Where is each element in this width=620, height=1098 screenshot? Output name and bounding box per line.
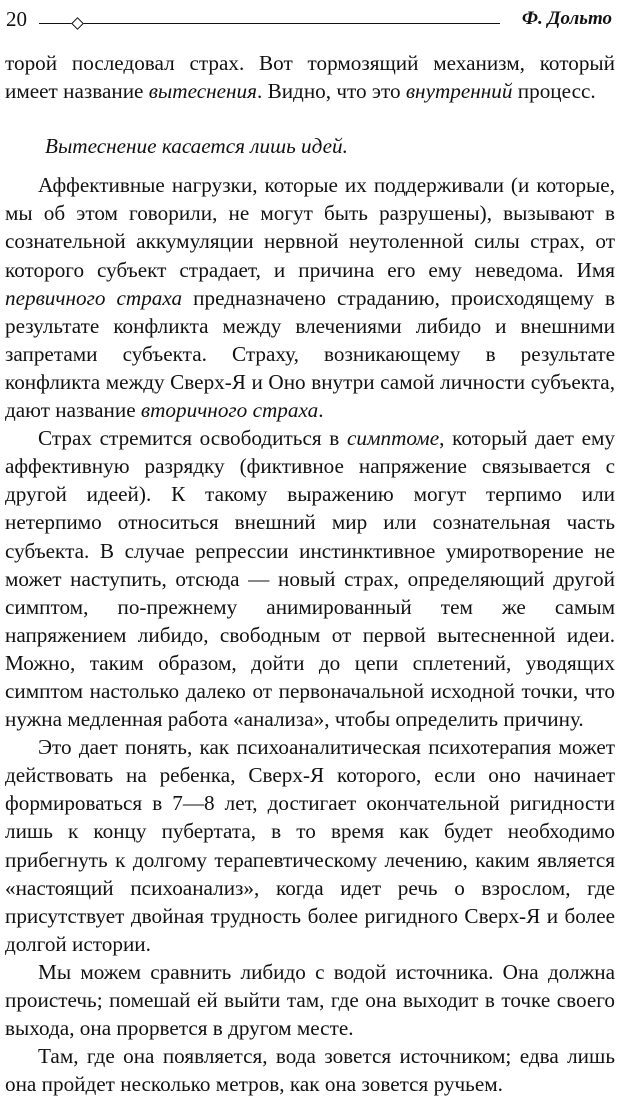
body-text: [5, 49, 615, 1098]
page-number: 20: [6, 7, 27, 31]
section-heading: Вытеснение касается лишь идей.: [45, 134, 348, 159]
text-run: , который дает ему аффективную разрядку (фиктивное напряжение связывается с другой идеей). К такому выражению могут терпимо или нетерпимо относиться внешний мир или сознательная часть субъекта. В случае репрессии инстинктивное умиротворение не может наступить, отсюда — новый страх, определяющий другой симптом, по-прежнему анимированный тем же самым напряжением либидо, свободным от первой вытесненной идеи. Можно, таким образом, дойти до цепи сплетений, уводящих симптом настолько далеко от первоначальной исходной точки, что нужна медленная работа «анализа», чтобы определить причину.: [5, 426, 616, 732]
paragraph: [5, 1042, 615, 1098]
text-run: Страх стремится освободиться в: [38, 426, 347, 451]
paragraph: [5, 171, 615, 424]
text-run: предназначено страданию, происходящему в результате конфликта между влечениями либидо и внешними запретами субъекта. Страху, возникающему в результате конфликта между Сверх-Я и Оно внутри самой личности субъекта, дают название: [5, 285, 615, 423]
paragraph: [5, 49, 615, 105]
italic-text-run: внутренний: [405, 79, 513, 104]
text-run: торой последовал страх. Вот тормозящий механизм, который имеет название: [5, 51, 615, 104]
header-rule: [39, 23, 500, 24]
running-author: Ф. Дольто: [521, 8, 612, 29]
paragraph: [5, 958, 615, 1042]
text-run: процесс.: [512, 79, 596, 104]
italic-text-run: симптоме: [346, 426, 440, 451]
header-diamond-ornament: [71, 17, 84, 30]
italic-text-run: вытеснения: [148, 79, 257, 104]
running-head: [6, 6, 612, 38]
paragraph: [5, 733, 615, 958]
text-run: Аффективные нагрузки, которые их поддерживали (и которые, мы об этом говорили, не могут быть разрушены), вызывают в сознательной аккумуляции нервной неутоленной силы страх, от которого субъект страдает, и причина его ему неведома. Имя: [5, 173, 615, 282]
text-run: Мы можем сравнить либидо с водой источника. Она должна проистечь; помешай ей выйти там, где она выходит в точке своего выхода, она прорвется в другом месте.: [5, 959, 615, 1041]
italic-text-run: вторичного страха: [140, 398, 319, 423]
text-run: Там, где она появляется, вода зовется источником; едва лишь она пройдет несколько метров, как она зовется ручьем.: [5, 1044, 615, 1097]
text-run: Это дает понять, как психоаналитическая психотерапия может действовать на ребенка, Сверх-Я которого, если оно начинает формироваться в 7—8 лет, достигает окончательной ригидности лишь к концу пубертата, в то время как будет необходимо прибегнуть к долгому терапевтическому лечению, каким является «настоящий психоанализ», когда идет речь о взрослом, где присутствует двойная трудность более ригидного Сверх-Я и более долгой истории.: [5, 735, 615, 956]
italic-text-run: первичного страха: [5, 285, 183, 310]
text-run: . Видно, что это: [256, 79, 406, 104]
paragraph: [5, 424, 615, 733]
text-run: .: [318, 398, 324, 423]
